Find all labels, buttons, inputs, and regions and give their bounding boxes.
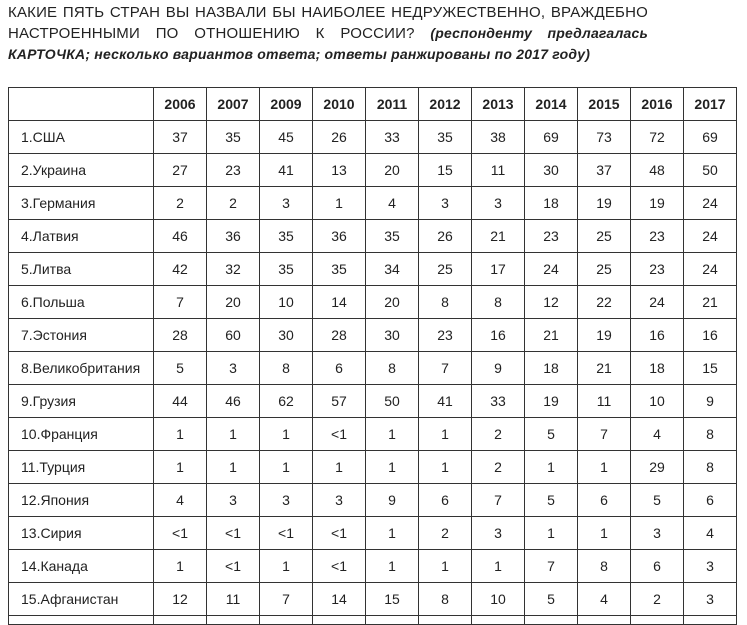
value-cell: 25 — [578, 253, 631, 286]
empty-cell — [154, 616, 207, 625]
value-cell: 46 — [154, 220, 207, 253]
header-cell: 2006 — [154, 88, 207, 121]
value-cell: 50 — [684, 154, 737, 187]
value-cell: 3 — [207, 484, 260, 517]
value-cell: 21 — [525, 319, 578, 352]
value-cell: <1 — [313, 418, 366, 451]
table-heading — [8, 2, 648, 65]
value-cell: 25 — [578, 220, 631, 253]
country-cell: 2.Украина — [9, 154, 154, 187]
table-row — [9, 319, 737, 352]
value-cell: 44 — [154, 385, 207, 418]
value-cell: 34 — [366, 253, 419, 286]
table-row — [9, 154, 737, 187]
value-cell: 11 — [472, 154, 525, 187]
empty-cell — [207, 616, 260, 625]
value-cell: 23 — [419, 319, 472, 352]
country-cell: 11.Турция — [9, 451, 154, 484]
header-cell: 2011 — [366, 88, 419, 121]
value-cell: 45 — [260, 121, 313, 154]
value-cell: <1 — [154, 517, 207, 550]
value-cell: <1 — [313, 517, 366, 550]
value-cell: 6 — [631, 550, 684, 583]
country-cell: 7.Эстония — [9, 319, 154, 352]
country-cell: 6.Польша — [9, 286, 154, 319]
value-cell: 3 — [260, 187, 313, 220]
value-cell: 1 — [366, 550, 419, 583]
value-cell: 62 — [260, 385, 313, 418]
value-cell: 19 — [578, 187, 631, 220]
value-cell: 30 — [366, 319, 419, 352]
empty-cell — [9, 616, 154, 625]
value-cell: 1 — [154, 418, 207, 451]
value-cell: 4 — [366, 187, 419, 220]
countries-table — [8, 87, 737, 625]
value-cell: 3 — [313, 484, 366, 517]
value-cell: 2 — [154, 187, 207, 220]
value-cell: 35 — [207, 121, 260, 154]
value-cell: 28 — [313, 319, 366, 352]
value-cell: 15 — [419, 154, 472, 187]
value-cell: 16 — [472, 319, 525, 352]
value-cell: 33 — [472, 385, 525, 418]
heading-note: (респонденту предлагалась КАРТОЧКА; несколько вариантов ответа; ответы ранжированы по 2017 году) — [8, 25, 648, 62]
value-cell: 30 — [525, 154, 578, 187]
empty-cell — [472, 616, 525, 625]
value-cell: 60 — [207, 319, 260, 352]
value-cell: 14 — [313, 583, 366, 616]
value-cell: 57 — [313, 385, 366, 418]
empty-cell — [313, 616, 366, 625]
value-cell: 6 — [578, 484, 631, 517]
value-cell: 1 — [366, 517, 419, 550]
value-cell: 29 — [631, 451, 684, 484]
value-cell: 1 — [578, 517, 631, 550]
empty-cell — [684, 616, 737, 625]
value-cell: 3 — [472, 517, 525, 550]
value-cell: 3 — [419, 187, 472, 220]
value-cell: 3 — [631, 517, 684, 550]
value-cell: 8 — [472, 286, 525, 319]
value-cell: 35 — [260, 253, 313, 286]
value-cell: <1 — [313, 550, 366, 583]
value-cell: 9 — [366, 484, 419, 517]
value-cell: 4 — [631, 418, 684, 451]
value-cell: 10 — [472, 583, 525, 616]
country-cell: 14.Канада — [9, 550, 154, 583]
value-cell: 16 — [631, 319, 684, 352]
value-cell: 7 — [419, 352, 472, 385]
value-cell: 3 — [684, 583, 737, 616]
value-cell: 7 — [260, 583, 313, 616]
table-row — [9, 517, 737, 550]
value-cell: 41 — [260, 154, 313, 187]
value-cell: 5 — [525, 484, 578, 517]
value-cell: 23 — [631, 220, 684, 253]
value-cell: 8 — [684, 451, 737, 484]
value-cell: 22 — [578, 286, 631, 319]
value-cell: 69 — [684, 121, 737, 154]
value-cell: 18 — [631, 352, 684, 385]
value-cell: 2 — [472, 418, 525, 451]
value-cell: 1 — [260, 418, 313, 451]
value-cell: <1 — [260, 517, 313, 550]
value-cell: 3 — [207, 352, 260, 385]
value-cell: 26 — [419, 220, 472, 253]
value-cell: 17 — [472, 253, 525, 286]
value-cell: 37 — [154, 121, 207, 154]
value-cell: 3 — [260, 484, 313, 517]
value-cell: 50 — [366, 385, 419, 418]
value-cell: 1 — [207, 451, 260, 484]
value-cell: 28 — [154, 319, 207, 352]
value-cell: 6 — [684, 484, 737, 517]
value-cell: 15 — [366, 583, 419, 616]
value-cell: 7 — [154, 286, 207, 319]
value-cell: 69 — [525, 121, 578, 154]
value-cell: 1 — [472, 550, 525, 583]
table-row — [9, 550, 737, 583]
value-cell: 37 — [578, 154, 631, 187]
value-cell: 9 — [684, 385, 737, 418]
value-cell: 1 — [207, 418, 260, 451]
value-cell: 1 — [366, 418, 419, 451]
value-cell: 21 — [578, 352, 631, 385]
value-cell: 7 — [525, 550, 578, 583]
table-row — [9, 451, 737, 484]
value-cell: 1 — [154, 550, 207, 583]
value-cell: 35 — [313, 253, 366, 286]
value-cell: 21 — [684, 286, 737, 319]
value-cell: 1 — [313, 187, 366, 220]
value-cell: 4 — [154, 484, 207, 517]
value-cell: 36 — [313, 220, 366, 253]
value-cell: 1 — [525, 517, 578, 550]
value-cell: 12 — [154, 583, 207, 616]
value-cell: 7 — [578, 418, 631, 451]
value-cell: 1 — [154, 451, 207, 484]
header-cell: 2012 — [419, 88, 472, 121]
value-cell: 24 — [684, 253, 737, 286]
value-cell: 32 — [207, 253, 260, 286]
value-cell: 1 — [419, 451, 472, 484]
country-cell: 5.Литва — [9, 253, 154, 286]
table-row — [9, 286, 737, 319]
value-cell: 8 — [419, 583, 472, 616]
country-cell: 4.Латвия — [9, 220, 154, 253]
value-cell: 6 — [419, 484, 472, 517]
table-row — [9, 583, 737, 616]
value-cell: 41 — [419, 385, 472, 418]
value-cell: 30 — [260, 319, 313, 352]
value-cell: 23 — [631, 253, 684, 286]
value-cell: 1 — [260, 550, 313, 583]
country-cell: 12.Япония — [9, 484, 154, 517]
header-cell: 2013 — [472, 88, 525, 121]
header-cell — [9, 88, 154, 121]
header-cell: 2010 — [313, 88, 366, 121]
value-cell: 26 — [313, 121, 366, 154]
header-cell: 2014 — [525, 88, 578, 121]
value-cell: 2 — [631, 583, 684, 616]
value-cell: 8 — [578, 550, 631, 583]
value-cell: 1 — [419, 418, 472, 451]
value-cell: 1 — [419, 550, 472, 583]
country-cell: 1.США — [9, 121, 154, 154]
value-cell: 2 — [419, 517, 472, 550]
value-cell: 25 — [419, 253, 472, 286]
table-row — [9, 253, 737, 286]
table-row — [9, 484, 737, 517]
value-cell: 14 — [313, 286, 366, 319]
value-cell: 18 — [525, 352, 578, 385]
value-cell: 8 — [684, 418, 737, 451]
table-row — [9, 352, 737, 385]
value-cell: 24 — [525, 253, 578, 286]
value-cell: 24 — [684, 187, 737, 220]
table-row — [9, 418, 737, 451]
value-cell: 5 — [525, 418, 578, 451]
value-cell: 5 — [525, 583, 578, 616]
heading-title: КАКИЕ ПЯТЬ СТРАН ВЫ НАЗВАЛИ БЫ НАИБОЛЕЕ НЕДРУЖЕСТВЕННО, ВРАЖДЕБНО НАСТРОЕННЫМИ ПО ОТНОШЕНИЮ К РОССИИ? — [8, 4, 648, 42]
value-cell: <1 — [207, 550, 260, 583]
value-cell: 2 — [207, 187, 260, 220]
value-cell: 38 — [472, 121, 525, 154]
value-cell: 1 — [260, 451, 313, 484]
value-cell: 24 — [631, 286, 684, 319]
header-cell: 2016 — [631, 88, 684, 121]
value-cell: 5 — [631, 484, 684, 517]
table-body — [9, 121, 737, 625]
value-cell: 5 — [154, 352, 207, 385]
empty-cell — [578, 616, 631, 625]
country-cell: 15.Афганистан — [9, 583, 154, 616]
value-cell: 1 — [366, 451, 419, 484]
value-cell: 4 — [684, 517, 737, 550]
table-row-partial — [9, 616, 737, 625]
country-cell: 3.Германия — [9, 187, 154, 220]
header-cell: 2015 — [578, 88, 631, 121]
country-cell: 13.Сирия — [9, 517, 154, 550]
table-row — [9, 220, 737, 253]
value-cell: 24 — [684, 220, 737, 253]
value-cell: 35 — [366, 220, 419, 253]
value-cell: 20 — [366, 154, 419, 187]
value-cell: 46 — [207, 385, 260, 418]
empty-cell — [366, 616, 419, 625]
value-cell: 18 — [525, 187, 578, 220]
value-cell: 36 — [207, 220, 260, 253]
value-cell: 19 — [578, 319, 631, 352]
value-cell: 6 — [313, 352, 366, 385]
value-cell: 23 — [525, 220, 578, 253]
empty-cell — [260, 616, 313, 625]
value-cell: <1 — [207, 517, 260, 550]
value-cell: 2 — [472, 451, 525, 484]
value-cell: 23 — [207, 154, 260, 187]
value-cell: 20 — [366, 286, 419, 319]
header-cell: 2009 — [260, 88, 313, 121]
table-row — [9, 385, 737, 418]
value-cell: 12 — [525, 286, 578, 319]
value-cell: 20 — [207, 286, 260, 319]
value-cell: 19 — [631, 187, 684, 220]
value-cell: 3 — [472, 187, 525, 220]
table-row — [9, 187, 737, 220]
header-row — [9, 88, 737, 121]
value-cell: 72 — [631, 121, 684, 154]
header-cell: 2017 — [684, 88, 737, 121]
value-cell: 8 — [260, 352, 313, 385]
value-cell: 33 — [366, 121, 419, 154]
value-cell: 48 — [631, 154, 684, 187]
value-cell: 9 — [472, 352, 525, 385]
value-cell: 27 — [154, 154, 207, 187]
value-cell: 19 — [525, 385, 578, 418]
country-cell: 10.Франция — [9, 418, 154, 451]
value-cell: 8 — [419, 286, 472, 319]
value-cell: 4 — [578, 583, 631, 616]
value-cell: 1 — [525, 451, 578, 484]
table-row — [9, 121, 737, 154]
value-cell: 42 — [154, 253, 207, 286]
value-cell: 10 — [631, 385, 684, 418]
empty-cell — [419, 616, 472, 625]
country-cell: 8.Великобритания — [9, 352, 154, 385]
empty-cell — [525, 616, 578, 625]
value-cell: 10 — [260, 286, 313, 319]
value-cell: 1 — [313, 451, 366, 484]
value-cell: 8 — [366, 352, 419, 385]
value-cell: 21 — [472, 220, 525, 253]
value-cell: 11 — [207, 583, 260, 616]
empty-cell — [631, 616, 684, 625]
value-cell: 73 — [578, 121, 631, 154]
value-cell: 1 — [578, 451, 631, 484]
value-cell: 35 — [260, 220, 313, 253]
value-cell: 11 — [578, 385, 631, 418]
header-cell: 2007 — [207, 88, 260, 121]
value-cell: 13 — [313, 154, 366, 187]
value-cell: 16 — [684, 319, 737, 352]
country-cell: 9.Грузия — [9, 385, 154, 418]
value-cell: 35 — [419, 121, 472, 154]
value-cell: 15 — [684, 352, 737, 385]
value-cell: 3 — [684, 550, 737, 583]
value-cell: 7 — [472, 484, 525, 517]
